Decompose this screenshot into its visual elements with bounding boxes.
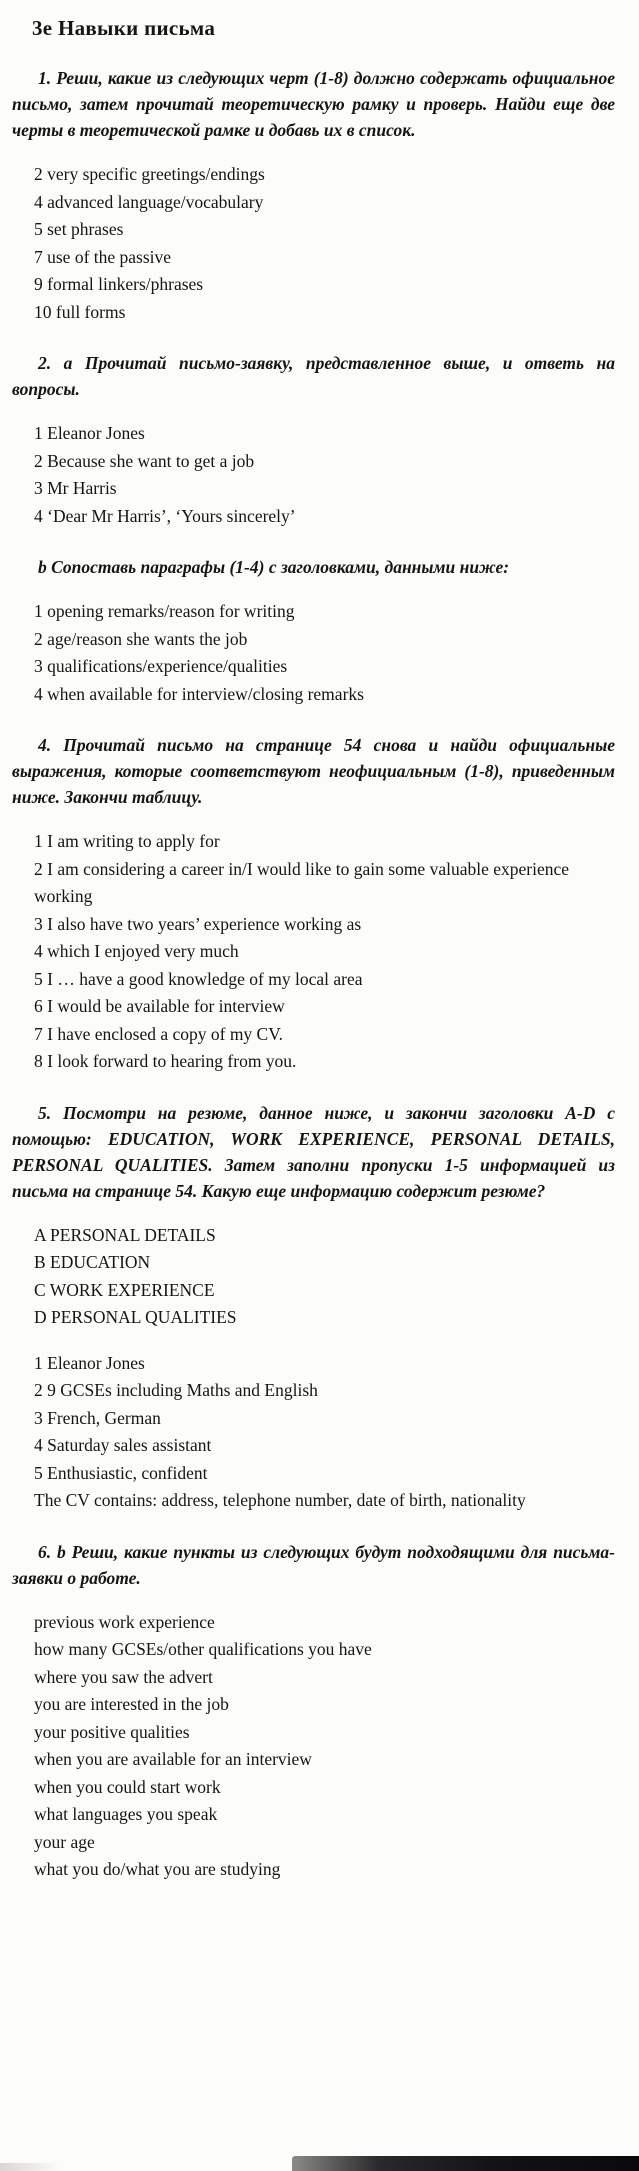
answer-line: 7 use of the passive	[34, 246, 172, 267]
answer-line: what languages you speak	[34, 1804, 218, 1824]
answer-line: 4 which I enjoyed very much	[34, 941, 239, 961]
answer-group	[34, 598, 599, 708]
answer-line: 4 Saturday sales assistant	[34, 1435, 212, 1455]
answer-line: 4 advanced language/vocabulary	[34, 191, 264, 212]
answer-line: 1 I am writing to apply for	[34, 831, 220, 851]
answer-line: 2 9 GCSEs including Maths and English	[34, 1380, 318, 1400]
exercise-section	[12, 732, 615, 1076]
answer-line: 5 set phrases	[34, 219, 124, 239]
answer-line: 2 Because she want to get a job	[34, 450, 255, 471]
answer-line: where you saw the advert	[34, 1666, 213, 1687]
scan-smudge	[0, 2163, 60, 2171]
answer-group	[34, 1350, 599, 1515]
page-title: 3е Навыки письма	[32, 16, 216, 40]
answer-group	[34, 1222, 599, 1332]
exercise-instruction: 2. а Прочитай письмо-заявку, представленное выше, и ответь на вопросы.	[12, 353, 615, 399]
answer-group	[34, 1609, 599, 1884]
answer-group	[34, 828, 599, 1076]
answer-line: 3 qualifications/experience/qualities	[34, 656, 288, 676]
answer-line: 5 I … have a good knowledge of my local area	[34, 968, 363, 989]
answer-line: 4 ‘Dear Mr Harris’, ‘Yours sincerely’	[34, 505, 296, 526]
answer-line: 7 I have enclosed a copy of my CV.	[34, 1023, 283, 1044]
answer-line: D PERSONAL QUALITIES	[34, 1307, 237, 1327]
answer-group	[34, 161, 599, 326]
answer-line: A PERSONAL DETAILS	[34, 1224, 216, 1245]
exercise-section	[12, 65, 615, 326]
answer-line: how many GCSEs/other qualifications you have	[34, 1639, 372, 1659]
answer-line: 8 I look forward to hearing from you.	[34, 1051, 297, 1071]
answer-line: 4 when available for interview/closing remarks	[34, 683, 364, 704]
exercise-section	[30, 554, 615, 708]
exercise-instruction: 6. b Реши, какие пункты из следующих будут подходящими для письма-заявки о работе.	[12, 1541, 615, 1588]
answer-group	[34, 420, 599, 530]
answer-line: 2 very specific greetings/endings	[34, 164, 265, 184]
answer-line: 9 formal linkers/phrases	[34, 274, 204, 294]
exercise-section	[12, 1539, 615, 1884]
answer-line: what you do/what you are studying	[34, 1859, 281, 1879]
answer-line: 5 Enthusiastic, confident	[34, 1462, 208, 1483]
answer-line: 3 Mr Harris	[34, 478, 117, 498]
exercise-section	[12, 1100, 615, 1515]
answer-line: when you could start work	[34, 1776, 221, 1797]
exercise-instruction: 5. Посмотри на резюме, данное ниже, и закончи заголовки A-D с помощью: EDUCATION, WORK EXPERIENCE, PERSONAL DETAILS, PERSONAL QUALITIES. Затем заполни пропуски 1-5 информацией из письма на странице 54. Какую еще информацию содержит резюме?	[12, 1102, 615, 1201]
answer-line: previous work experience	[34, 1611, 215, 1632]
answer-line: 3 I also have two years’ experience working as	[34, 913, 362, 934]
answer-line: 10 full forms	[34, 301, 126, 322]
exercise-instruction: 4. Прочитай письмо на странице 54 снова и найди официальные выражения, которые соответствуют неофициальным (1-8), приведенным ниже. Закончи таблицу.	[12, 735, 615, 807]
answer-line: 1 Eleanor Jones	[34, 1352, 145, 1373]
answer-line: The CV contains: address, telephone number, date of birth, nationality	[34, 1490, 526, 1510]
exercise-instruction: 1. Реши, какие из следующих черт (1-8) должно содержать официальное письмо, затем прочитай теоретическую рамку и проверь. Найди еще две черты в теоретической рамке и добавь их в список.	[12, 68, 615, 140]
exercise-instruction: b Сопоставь параграфы (1-4) с заголовками, данными ниже:	[38, 557, 510, 577]
answer-line: 1 Eleanor Jones	[34, 423, 145, 443]
answer-line: 2 age/reason she wants the job	[34, 628, 248, 649]
answer-line: when you are available for an interview	[34, 1749, 312, 1769]
answer-line: your positive qualities	[34, 1721, 190, 1742]
answer-line: 3 French, German	[34, 1407, 161, 1428]
answer-line: C WORK EXPERIENCE	[34, 1279, 215, 1300]
answer-line: you are interested in the job	[34, 1694, 229, 1714]
answer-line: B EDUCATION	[34, 1252, 151, 1272]
answer-line: your age	[34, 1831, 95, 1852]
scan-artifact-bar	[292, 2156, 639, 2171]
answer-line: 6 I would be available for interview	[34, 996, 285, 1016]
answer-line: 1 opening remarks/reason for writing	[34, 601, 295, 621]
exercise-section	[12, 350, 615, 530]
answer-line: 2 I am considering a career in/I would like to gain some valuable experience working	[34, 858, 569, 906]
